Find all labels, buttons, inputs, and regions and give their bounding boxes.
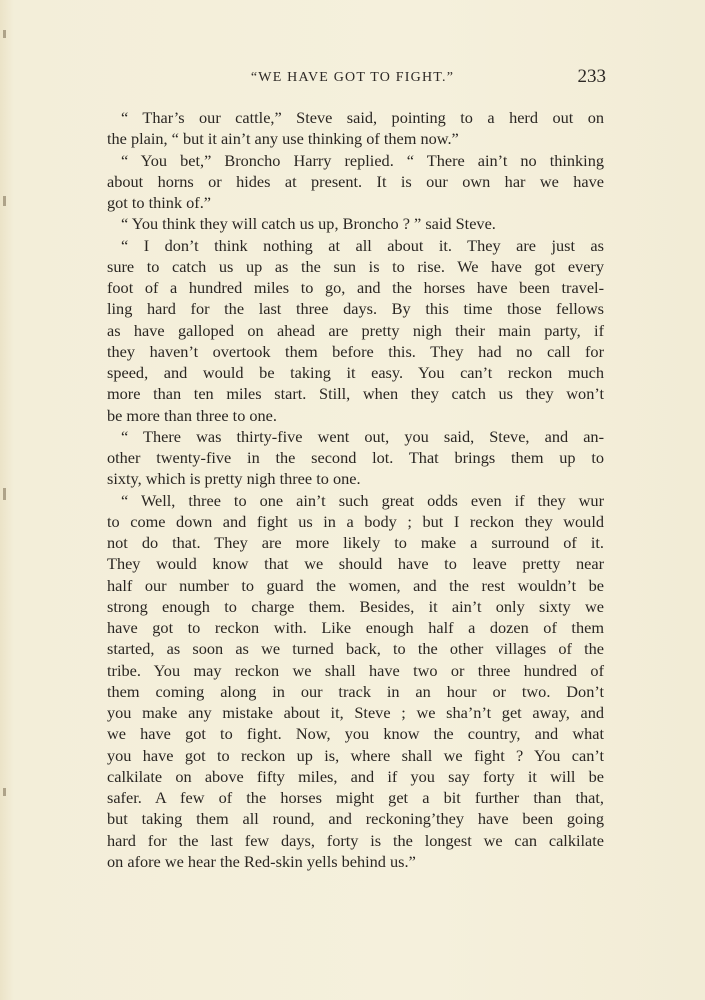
page-edge-mark (3, 488, 6, 500)
text-line: as have galloped on ahead are pretty nigh their main party, if (107, 320, 604, 340)
text-line: but taking them all round, and reckoning’they have been going (107, 809, 604, 829)
running-title: “WE HAVE GOT TO FIGHT.” (250, 70, 455, 85)
text-line: started, as soon as we turned back, to the other villages of the (107, 639, 604, 659)
text-line: strong enough to charge them. Besides, it ain’t only sixty we (107, 596, 604, 616)
text-line: have got to reckon with. Like enough half a dozen of them (107, 618, 604, 637)
text-line: ling hard for the last three days. By this time those fellows (107, 299, 604, 319)
text-line: more than ten miles start. Still, when they catch us they won’t (107, 384, 604, 404)
text-line: foot of a hundred miles to go, and the horses have been travel- (107, 278, 604, 297)
page-edge-mark (3, 196, 6, 206)
page-edge-mark (3, 30, 6, 38)
text-line: we have got to fight. Now, you know the country, and what (107, 724, 604, 744)
text-line: be more than three to one. (107, 405, 277, 425)
text-line: tribe. You may reckon we shall have two or three hundred of (107, 660, 604, 680)
text-line: about horns or hides at present. It is our own har we have (107, 171, 604, 191)
text-line: speed, and would be taking it easy. You can’t reckon much (107, 363, 604, 382)
text-line: to come down and fight us in a body ; but I reckon they would (107, 511, 604, 531)
text-line: “ There was thirty-five went out, you said, Steve, and an- (121, 426, 604, 446)
text-line: calkilate on above fifty miles, and if you say forty it will be (107, 766, 604, 786)
body-text (107, 107, 604, 872)
text-line: on afore we hear the Red-skin yells behind us.” (107, 851, 416, 871)
text-line: “ I don’t think nothing at all about it. They are just as (121, 235, 604, 255)
text-line: “ You think they will catch us up, Broncho ? ” said Steve. (121, 214, 496, 234)
text-line: sixty, which is pretty nigh three to one. (107, 469, 361, 489)
text-line: they haven’t overtook them before this. They had no call for (107, 341, 604, 361)
page-number: 233 (577, 66, 606, 87)
text-line: safer. A few of the horses might get a bit further than that, (107, 788, 604, 807)
text-line: “ You bet,” Broncho Harry replied. “ There ain’t no thinking (121, 150, 604, 170)
text-line: not do that. They are more likely to make a surround of it. (107, 533, 604, 552)
text-line: them coming along in our track in an hour or two. Don’t (107, 681, 604, 701)
text-line: half our number to guard the women, and the rest wouldn’t be (107, 575, 604, 595)
text-line: hard for the last few days, forty is the longest we can calkilate (107, 830, 604, 850)
text-line: They would know that we should have to leave pretty near (107, 554, 604, 574)
text-line: “ Thar’s our cattle,” Steve said, pointing to a herd out on (121, 108, 604, 127)
text-line: you have got to reckon up is, where shall we fight ? You can’t (107, 745, 604, 765)
text-line: “ Well, three to one ain’t such great odds even if they wur (121, 490, 604, 510)
text-line: sure to catch us up as the sun is to rise. We have got every (107, 256, 604, 276)
page-edge-mark (3, 788, 6, 796)
text-line: the plain, “ but it ain’t any use thinking of them now.” (107, 129, 459, 149)
text-line: got to think of.” (107, 193, 212, 212)
text-line: other twenty-five in the second lot. That brings them up to (107, 448, 604, 467)
text-line: you make any mistake about it, Steve ; we sha’n’t get away, and (107, 703, 604, 722)
